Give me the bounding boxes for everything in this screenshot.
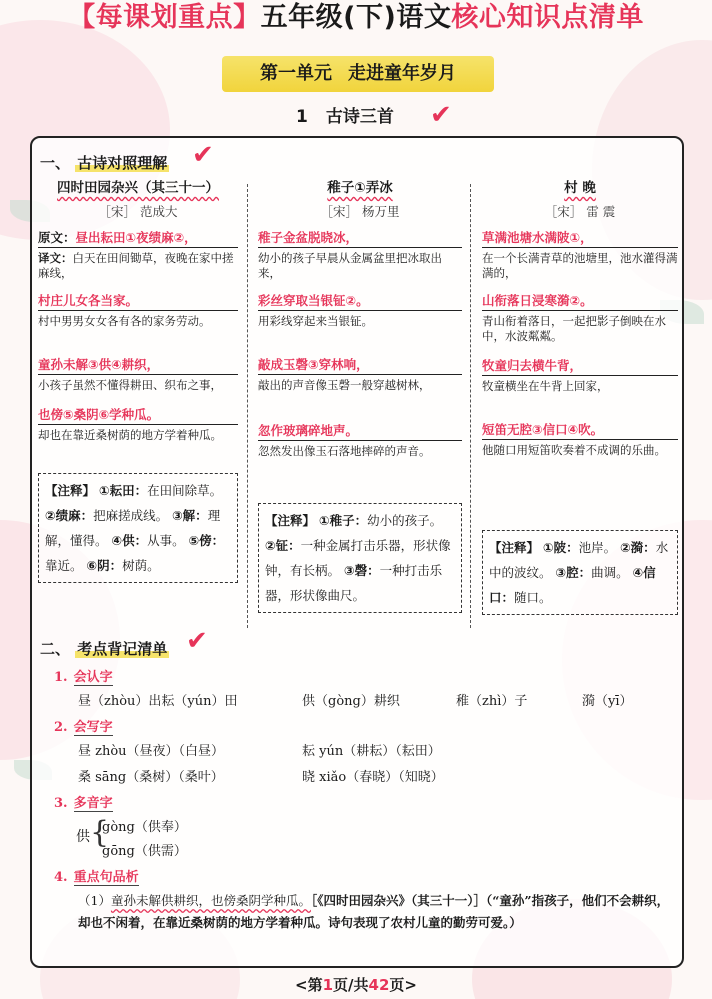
unit-label: 第一单元: [260, 63, 332, 84]
poem-translation: 他随口用短笛吹奏着不成调的乐曲。: [482, 443, 666, 457]
poem-title: 稚子①弄冰: [327, 180, 393, 196]
poem-column: [38, 180, 238, 583]
page-total: 42: [368, 976, 390, 994]
vocab-entry: 昼 zhòu（昼夜）（白昼）: [78, 744, 225, 759]
poem-title: 四时田园杂兴（其三十一）: [57, 180, 219, 196]
poem-translation: 却也在靠近桑树荫的地方学着种瓜。: [38, 428, 222, 442]
poem-line: 也傍⑤桑阴⑥学种瓜。: [38, 407, 238, 425]
header-bracket-title: 【每课划重点】: [68, 2, 261, 33]
vocab-entry: 供（gòng）耕织: [302, 694, 400, 709]
checkmark-icon: ✔: [192, 140, 214, 170]
vocab-entry: 漪（yī）: [582, 694, 633, 709]
poem-line: 原文：昼出耘田①夜绩麻②，: [38, 230, 238, 248]
vocab-entry: 耘 yún（耕耘）（耘田）: [302, 744, 441, 759]
poem-translation: 在一个长满青草的池塘里，池水灌得满满的，: [482, 251, 678, 280]
poem-line: 童孙未解③供④耕织，: [38, 357, 238, 375]
subsection-heading: 4. 重点句品析: [54, 870, 139, 885]
section-heading: [40, 638, 169, 659]
poem-title: 村 晚: [564, 180, 596, 196]
poem-translation: 牧童横坐在牛背上回家，: [482, 379, 609, 393]
poem-author: ［宋］ 杨万里: [320, 204, 400, 219]
poem-translation: 青山衔着落日，一起把影子倒映在水中，水波粼粼。: [482, 314, 666, 343]
poem-column: [258, 180, 462, 613]
poem-line: 草满池塘水满陂①，: [482, 230, 678, 248]
poem-line: 敲成玉磬③穿林响，: [258, 357, 462, 375]
lesson-name: 古诗三首: [325, 107, 394, 127]
polyphone-char: 供: [76, 829, 90, 845]
subsection-heading: 3. 多音字: [54, 796, 113, 811]
checkmark-icon: ✔: [430, 100, 452, 130]
section-heading: [40, 152, 169, 173]
column-divider: [470, 184, 471, 628]
poem-translation: 村中男男女女各有各的家务劳动。: [38, 314, 211, 328]
poem-line: 忽作玻璃碎地声。: [258, 423, 462, 441]
section-title: 古诗对照理解: [77, 154, 168, 172]
polyphone-reading: gōng（供需）: [102, 844, 187, 859]
notes-box: 【注释】 ①稚子：幼小的孩子。 ②钲：一种金属打击乐器，形状像钟，有长柄。 ③磬：一种打击乐器，形状像曲尺。: [258, 503, 462, 613]
poem-translation: 用彩线穿起来当银钲。: [258, 314, 373, 328]
section-title: 考点背记清单: [77, 640, 168, 658]
poem-translation: 忽然发出像玉石落地摔碎的声音。: [258, 444, 431, 458]
poem-column: [482, 180, 678, 615]
notes-box: 【注释】 ①陂：池岸。 ②漪：水中的波纹。 ③腔：曲调。 ④信口：随口。: [482, 530, 678, 615]
unit-name: 走进童年岁月: [348, 63, 456, 84]
poem-translation: 小孩子虽然不懂得耕田、织布之事，: [38, 378, 222, 392]
unit-banner: [222, 56, 494, 92]
sentence-analysis: （1）童孙未解供耕织，也傍桑阴学种瓜。［《四时田园杂兴》（其三十一）］（“童孙”指孩子，他们不会耕织，却也不闲着，在靠近桑树荫的地方学着种瓜。诗句表现了农村儿童的勤劳可爱。）: [78, 893, 670, 930]
vocab-entry: 稚（zhì）子: [456, 694, 528, 709]
column-divider: [247, 184, 248, 628]
section-index: 一、: [40, 154, 71, 172]
poem-line: 彩丝穿取当银钲②。: [258, 293, 462, 311]
page-footer: <第1页/共42页>: [295, 976, 417, 994]
page-header: [0, 0, 712, 36]
header-grade-title: 五年级(下)语文: [260, 2, 452, 33]
poem-line: 村庄儿女各当家。: [38, 293, 238, 311]
checkmark-icon: ✔: [186, 626, 208, 656]
vocab-entry: 昼（zhòu）出耘（yún）田: [78, 694, 238, 709]
section-index: 二、: [40, 640, 71, 658]
vocab-entry: 晓 xiǎo（春晓）（知晓）: [302, 770, 444, 785]
poem-line: 稚子金盆脱晓冰，: [258, 230, 462, 248]
poem-author: ［宋］ 雷 震: [544, 204, 616, 219]
notes-box: 【注释】 ①耘田：在田间除草。 ②绩麻：把麻搓成线。 ③解：理解，懂得。 ④供：从事。 ⑤傍：靠近。 ⑥阴：树荫。: [38, 473, 238, 583]
subsection-heading: 1. 会认字: [54, 670, 113, 685]
page-number: 1: [322, 976, 334, 994]
brace-icon: {: [90, 815, 110, 850]
lesson-number: 1: [296, 107, 308, 127]
poem-translation: 幼小的孩子早晨从金属盆里把冰取出来，: [258, 251, 442, 280]
lesson-title: [296, 102, 394, 127]
poem-translation: 译文：白天在田间锄草，夜晚在家中搓麻线，: [38, 251, 234, 280]
poem-line: 牧童归去横牛背，: [482, 358, 678, 376]
vocab-entry: 桑 sāng（桑树）（桑叶）: [78, 770, 224, 785]
subsection-heading: 2. 会写字: [54, 720, 113, 735]
poem-author: ［宋］ 范成大: [98, 204, 178, 219]
poem-line: 短笛无腔③信口④吹。: [482, 422, 678, 440]
header-topic-title: 核心知识点清单: [451, 2, 644, 33]
poem-translation: 敲出的声音像玉磬一般穿越树林，: [258, 378, 431, 392]
poem-line: 山衔落日浸寒漪②。: [482, 293, 678, 311]
polyphone-reading: gòng（供奉）: [102, 820, 187, 835]
